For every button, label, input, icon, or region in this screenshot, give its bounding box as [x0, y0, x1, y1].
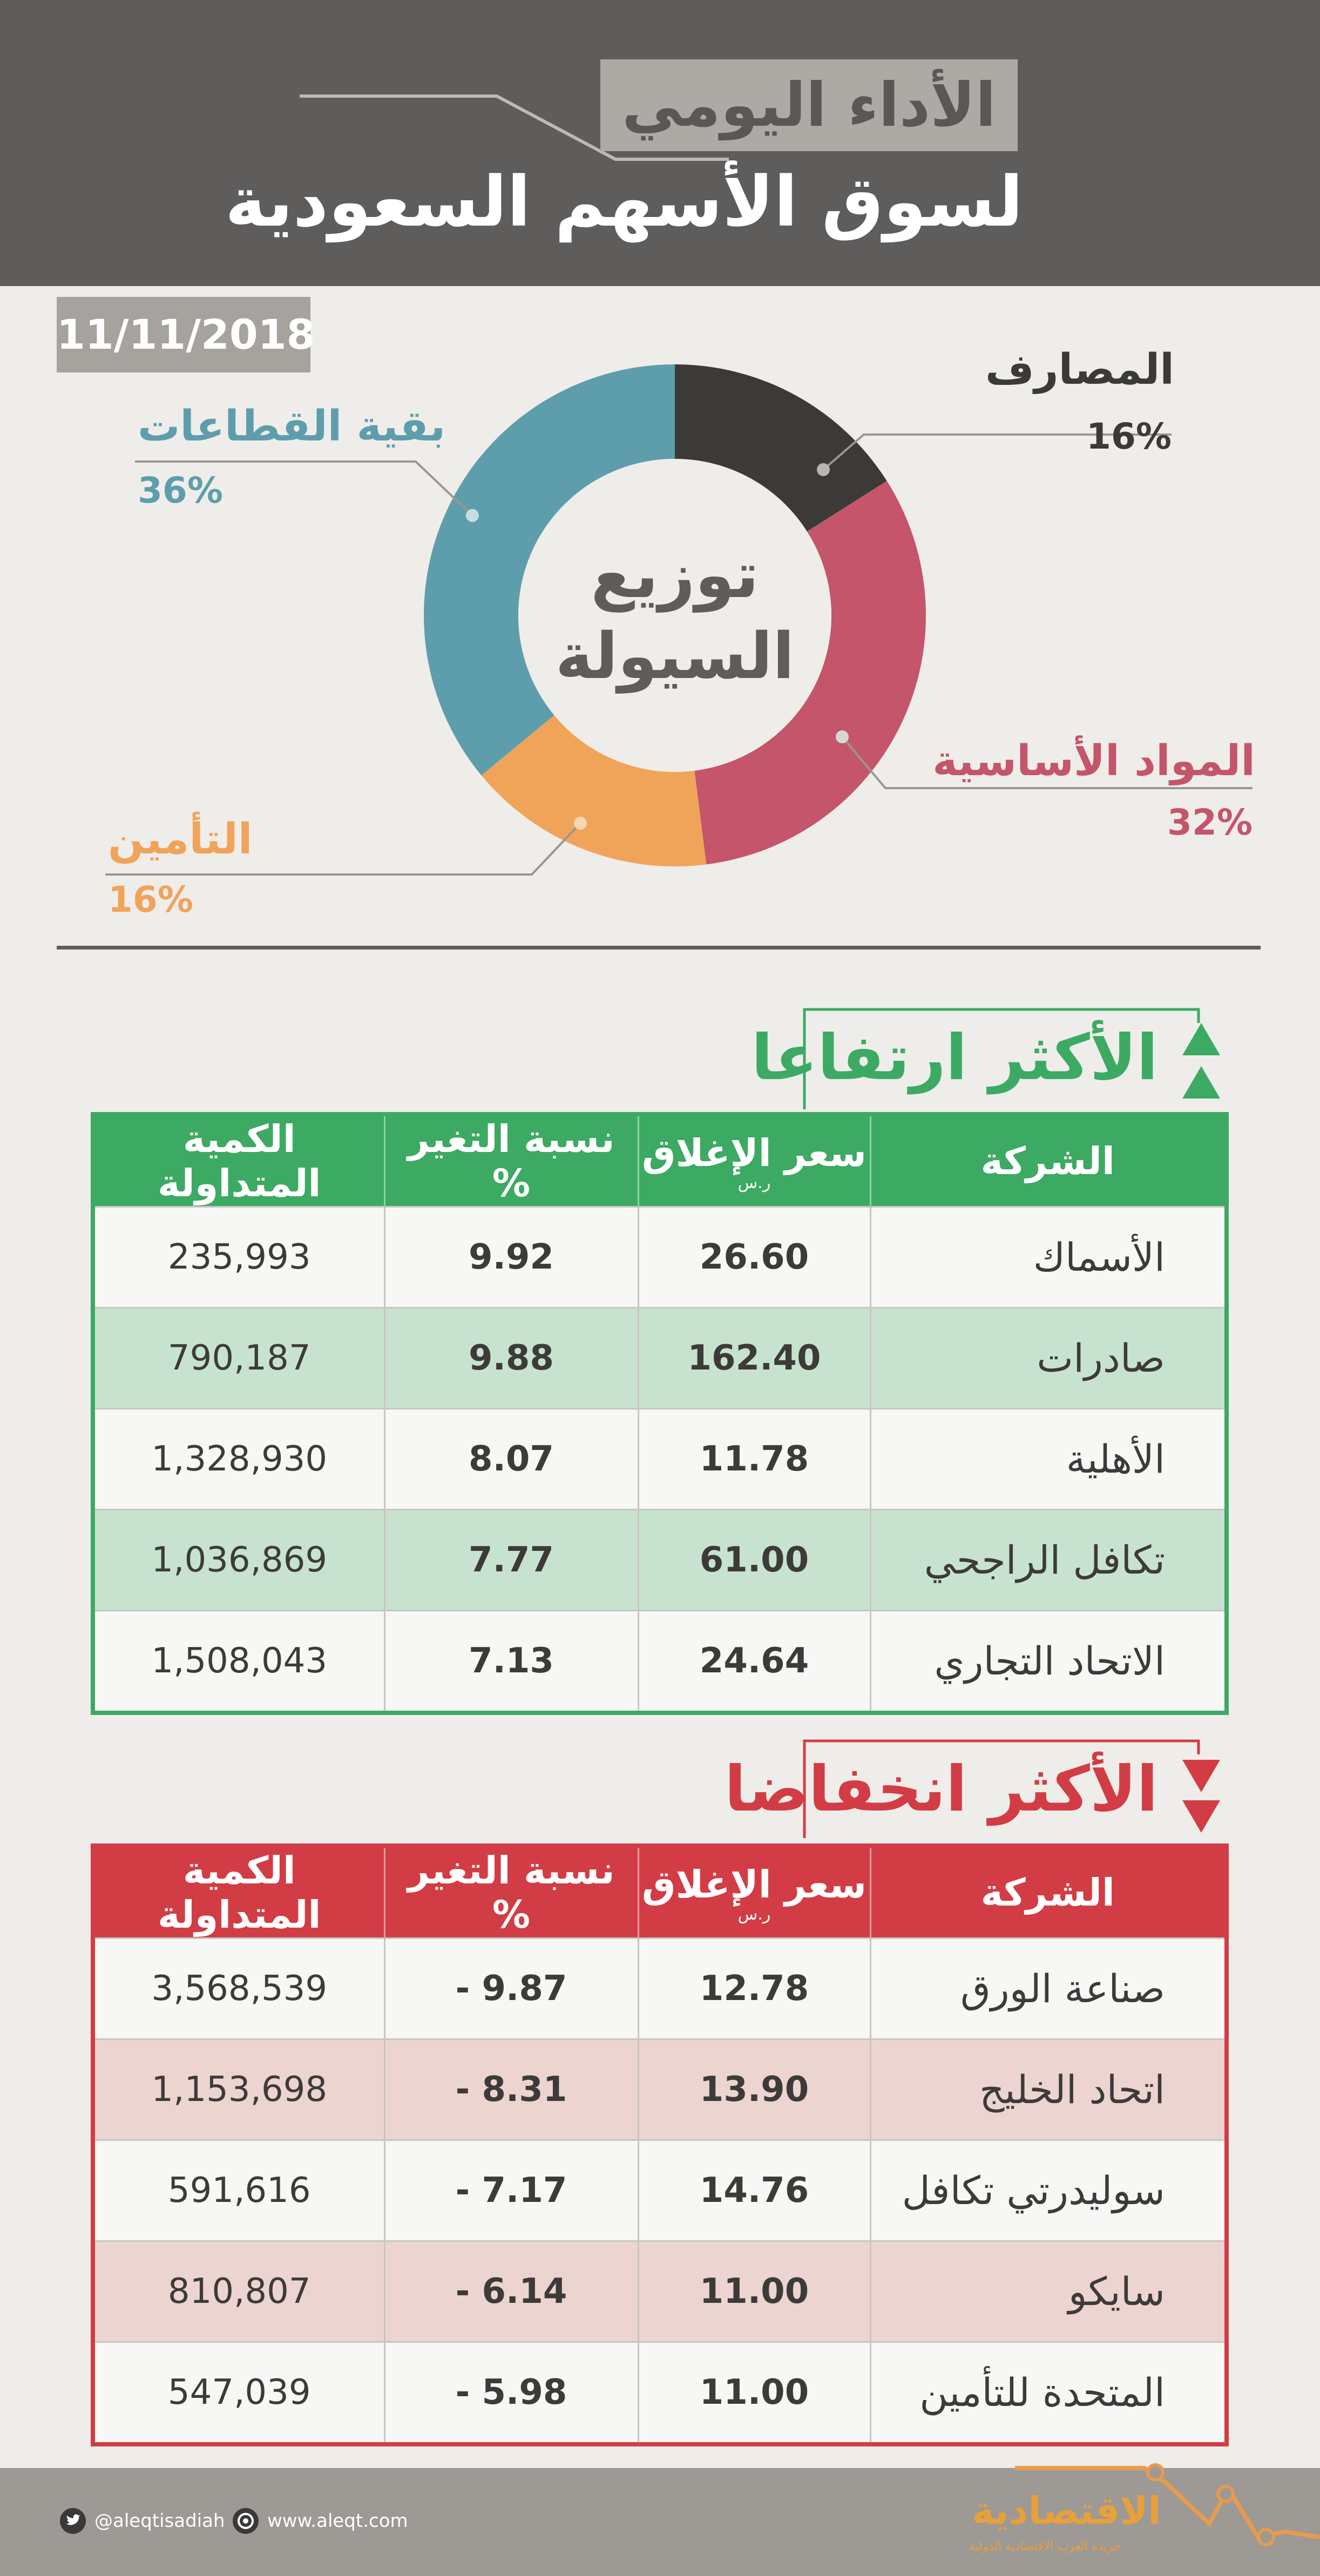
- volume-cell: 810,807: [93, 2241, 384, 2342]
- aleqtisadiah-logo: الاقتصادية: [972, 2489, 1161, 2533]
- segment-banks-pct: 16%: [1086, 416, 1172, 457]
- change-cell: 6.14 -: [384, 2241, 638, 2342]
- col-close-unit: ر.س: [737, 1905, 771, 1924]
- company-cell: الأهلية: [870, 1409, 1227, 1510]
- col-change: نسبة التغير %: [384, 1114, 638, 1207]
- twitter-icon: [59, 2507, 86, 2534]
- col-volume: الكمية المتداولة: [93, 1114, 384, 1207]
- close-cell: 12.78: [638, 1938, 870, 2039]
- header-subtitle: الأداء اليومي: [600, 59, 1018, 151]
- donut-center-line1: توزيع: [591, 538, 759, 612]
- segment-insurance-name: التأمين: [108, 815, 253, 864]
- close-cell: 11.00: [638, 2342, 870, 2445]
- col-company: الشركة: [870, 1846, 1227, 1938]
- company-cell: سايكو: [870, 2241, 1227, 2342]
- col-volume: الكمية المتداولة: [93, 1846, 384, 1938]
- col-change: نسبة التغير %: [384, 1846, 638, 1938]
- company-cell: صناعة الورق: [870, 1938, 1227, 2039]
- company-cell: الأسماك: [870, 1207, 1227, 1308]
- segment-banks-name: المصارف: [985, 345, 1174, 394]
- website-icon: [232, 2507, 259, 2534]
- page-title: لسوق الأسهم السعودية: [225, 162, 1023, 242]
- volume-cell: 547,039: [93, 2342, 384, 2445]
- date-badge: 11/11/2018: [57, 297, 310, 372]
- volume-cell: 591,616: [93, 2140, 384, 2241]
- change-cell: 7.13: [384, 1611, 638, 1713]
- aleqtisadiah-logo-subtitle: جريدة العرب الاقتصادية الدولية: [969, 2540, 1121, 2553]
- volume-cell: 790,187: [93, 1308, 384, 1409]
- change-cell: 9.87 -: [384, 1938, 638, 2039]
- volume-cell: 1,036,869: [93, 1510, 384, 1611]
- change-cell: 8.31 -: [384, 2039, 638, 2140]
- volume-cell: 1,328,930: [93, 1409, 384, 1510]
- segment-others-name: بقية القطاعات: [138, 402, 446, 451]
- change-cell: 8.07: [384, 1409, 638, 1510]
- close-cell: 162.40: [638, 1308, 870, 1409]
- segment-others-pct: 36%: [138, 470, 223, 511]
- change-cell: 7.17 -: [384, 2140, 638, 2241]
- change-cell: 5.98 -: [384, 2342, 638, 2445]
- company-cell: سوليدرتي تكافل: [870, 2140, 1227, 2241]
- volume-cell: 1,153,698: [93, 2039, 384, 2140]
- col-close-label: سعر الإغلاق: [642, 1862, 867, 1907]
- gainers-title: الأكثر ارتفاعا: [751, 1021, 1158, 1094]
- col-company: الشركة: [870, 1114, 1227, 1207]
- losers-title: الأكثر انخفاضا: [724, 1753, 1158, 1826]
- change-cell: 7.77: [384, 1510, 638, 1611]
- close-cell: 24.64: [638, 1611, 870, 1713]
- segment-materials-pct: 32%: [1167, 802, 1253, 843]
- close-cell: 61.00: [638, 1510, 870, 1611]
- website-link[interactable]: www.aleqt.com: [267, 2510, 408, 2532]
- twitter-handle[interactable]: @aleqtisadiah: [94, 2510, 225, 2532]
- volume-cell: 3,568,539: [93, 1938, 384, 2039]
- segment-insurance-pct: 16%: [108, 879, 193, 920]
- close-cell: 11.78: [638, 1409, 870, 1510]
- change-cell: 9.88: [384, 1308, 638, 1409]
- segment-materials-name: المواد الأساسية: [932, 737, 1255, 785]
- company-cell: اتحاد الخليج: [870, 2039, 1227, 2140]
- company-cell: الاتحاد التجاري: [870, 1611, 1227, 1713]
- company-cell: تكافل الراجحي: [870, 1510, 1227, 1611]
- col-close-unit: ر.س: [737, 1174, 771, 1192]
- donut-center-line2: السيولة: [555, 619, 795, 693]
- change-cell: 9.92: [384, 1207, 638, 1308]
- close-cell: 26.60: [638, 1207, 870, 1308]
- close-cell: 11.00: [638, 2241, 870, 2342]
- company-cell: صادرات: [870, 1308, 1227, 1409]
- volume-cell: 1,508,043: [93, 1611, 384, 1713]
- close-cell: 14.76: [638, 2140, 870, 2241]
- company-cell: المتحدة للتأمين: [870, 2342, 1227, 2445]
- close-cell: 13.90: [638, 2039, 870, 2140]
- volume-cell: 235,993: [93, 1207, 384, 1308]
- col-close-label: سعر الإغلاق: [642, 1131, 867, 1175]
